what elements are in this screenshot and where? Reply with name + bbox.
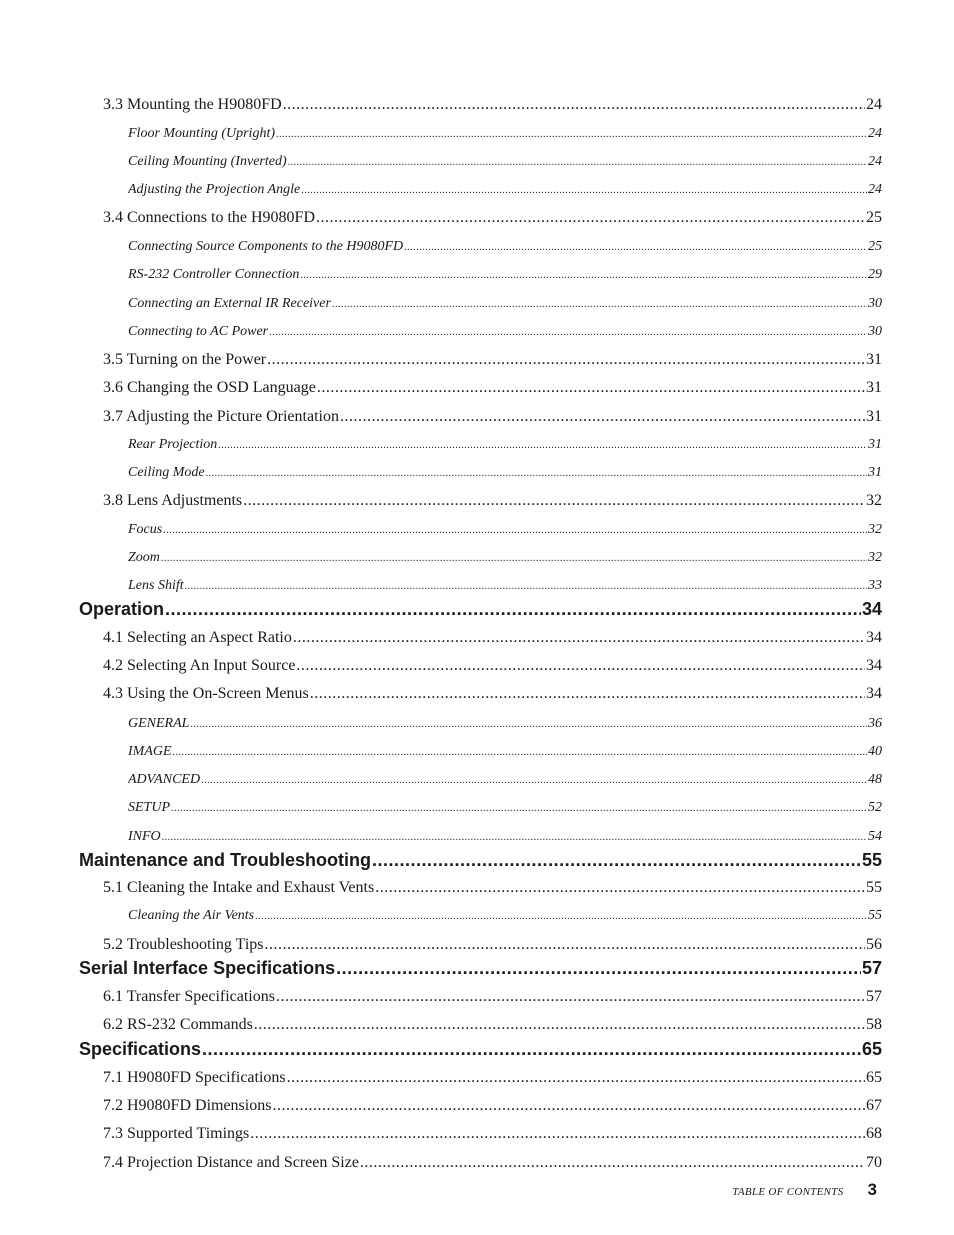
toc-entry-page: 54 (868, 829, 882, 844)
toc-leader (375, 877, 865, 899)
toc-entry-page: 30 (868, 296, 882, 311)
toc-leader (185, 577, 867, 596)
toc-leader (317, 377, 865, 399)
toc-leader (165, 597, 861, 621)
toc-entry-3-5[interactable] (103, 349, 882, 371)
toc-entry-title: Lens Shift (128, 578, 184, 593)
toc-entry-title: Cleaning the Air Vents (128, 908, 255, 923)
toc-entry-title: Adjusting the Projection Angle (128, 182, 301, 197)
toc-entry-title: Floor Mounting (Upright) (128, 126, 275, 141)
toc-leader (340, 406, 865, 428)
toc-entry-page: 31 (866, 379, 882, 396)
toc-entry-page: 36 (868, 716, 882, 731)
toc-leader (310, 683, 865, 705)
toc-leader (162, 828, 867, 847)
toc-entry-page: 31 (866, 351, 882, 368)
toc-entry-page: 32 (868, 550, 882, 565)
toc-entry-ceiling-mode[interactable] (128, 463, 882, 483)
toc-entry-title: 7.3 Supported Timings (103, 1125, 250, 1142)
toc-entry-ceiling-mounting[interactable] (128, 152, 882, 172)
toc-entry-air-vents[interactable] (128, 906, 882, 926)
toc-leader (283, 94, 865, 116)
toc-leader (161, 549, 867, 568)
toc-entry-3-3[interactable] (103, 94, 882, 116)
toc-entry-rs232-controller[interactable] (128, 265, 882, 285)
toc-leader (336, 956, 861, 980)
toc-chapter-title: Specifications (79, 1039, 202, 1059)
toc-entry-6-1[interactable] (103, 986, 882, 1008)
toc-leader (250, 1123, 865, 1145)
toc-entry-title: Connecting an External IR Receiver (128, 296, 331, 311)
toc-entry-title: 3.7 Adjusting the Picture Orientation (103, 408, 339, 425)
toc-entry-page: 24 (868, 126, 882, 141)
toc-entry-ac-power[interactable] (128, 322, 882, 342)
toc-entry-floor-mounting[interactable] (128, 124, 882, 144)
toc-entry-title: 3.6 Changing the OSD Language (103, 379, 316, 396)
toc-leader (300, 266, 867, 285)
toc-entry-page: 31 (868, 465, 882, 480)
toc-entry-title: 5.1 Cleaning the Intake and Exhaust Vents (103, 879, 375, 896)
toc-entry-title: SETUP (128, 800, 170, 815)
toc-entry-7-4[interactable] (103, 1152, 882, 1174)
toc-entry-3-7[interactable] (103, 406, 882, 428)
toc-entry-title: 7.4 Projection Distance and Screen Size (103, 1154, 359, 1171)
toc-entry-general[interactable] (128, 714, 882, 734)
toc-leader (296, 655, 865, 677)
toc-leader (372, 848, 861, 872)
toc-entry-setup[interactable] (128, 798, 882, 818)
toc-entry-rear-projection[interactable] (128, 435, 882, 455)
toc-entry-title: Ceiling Mode (128, 465, 205, 480)
toc-entry-page: 34 (866, 685, 882, 702)
toc-leader (276, 125, 867, 144)
toc-leader (272, 1095, 865, 1117)
toc-entry-page: 55 (866, 879, 882, 896)
toc-chapter-page: 65 (861, 1039, 882, 1059)
toc-entry-4-3[interactable] (103, 683, 882, 705)
toc-leader (190, 715, 867, 734)
toc-entry-title: 6.2 RS-232 Commands (103, 1016, 253, 1033)
toc-entry-connecting-source[interactable] (128, 237, 882, 257)
toc-entry-title: 4.2 Selecting An Input Source (103, 657, 296, 674)
toc-leader (201, 771, 867, 790)
toc-entry-title: 4.3 Using the On-Screen Menus (103, 685, 309, 702)
toc-entry-page: 29 (868, 267, 882, 282)
toc-entry-7-2[interactable] (103, 1095, 882, 1117)
toc-leader (269, 323, 867, 342)
toc-entry-title: 3.8 Lens Adjustments (103, 492, 243, 509)
toc-entry-page: 55 (868, 908, 882, 923)
toc-entry-title: GENERAL (128, 716, 190, 731)
toc-entry-page: 24 (866, 96, 882, 113)
toc-leader (265, 934, 865, 956)
toc-entry-page: 34 (866, 629, 882, 646)
toc-leader (287, 1067, 865, 1089)
toc-chapter-specifications[interactable] (79, 1037, 882, 1061)
toc-leader (173, 743, 867, 762)
toc-entry-page: 40 (868, 744, 882, 759)
toc-leader (163, 521, 867, 540)
toc-entry-page: 24 (868, 182, 882, 197)
toc-entry-lens-shift[interactable] (128, 576, 882, 596)
toc-entry-title: IMAGE (128, 744, 172, 759)
toc-entry-page: 31 (866, 408, 882, 425)
toc-entry-info[interactable] (128, 827, 882, 847)
toc-entry-zoom[interactable] (128, 548, 882, 568)
toc-leader (276, 986, 865, 1008)
toc-entry-title: 6.1 Transfer Specifications (103, 988, 275, 1005)
toc-leader (243, 490, 865, 512)
toc-entry-3-4[interactable] (103, 207, 882, 229)
toc-entry-7-3[interactable] (103, 1123, 882, 1145)
toc-entry-3-6[interactable] (103, 377, 882, 399)
toc-entry-title: Connecting to AC Power (128, 324, 269, 339)
toc-chapter-maintenance[interactable] (79, 848, 882, 872)
toc-entry-3-8[interactable] (103, 490, 882, 512)
toc-entry-ir-receiver[interactable] (128, 294, 882, 314)
toc-entry-4-2[interactable] (103, 655, 882, 677)
toc-entry-page: 57 (866, 988, 882, 1005)
toc-entry-focus[interactable] (128, 520, 882, 540)
toc-entry-title: 3.5 Turning on the Power (103, 351, 267, 368)
toc-entry-title: 3.3 Mounting the H9080FD (103, 96, 282, 113)
toc-leader (202, 1037, 861, 1061)
toc-entry-page: 31 (868, 437, 882, 452)
toc-entry-5-1[interactable] (103, 877, 882, 899)
toc-entry-page: 67 (866, 1097, 882, 1114)
toc-entry-title: 5.2 Troubleshooting Tips (103, 936, 264, 953)
toc-leader (171, 799, 867, 818)
toc-entry-title: ADVANCED (128, 772, 201, 787)
toc-entry-5-2[interactable] (103, 934, 882, 956)
toc-chapter-page: 57 (861, 958, 882, 978)
toc-leader (316, 207, 865, 229)
toc-entry-title: 4.1 Selecting an Aspect Ratio (103, 629, 292, 646)
toc-entry-page: 58 (866, 1016, 882, 1033)
toc-leader (293, 627, 865, 649)
toc-entry-title: 7.2 H9080FD Dimensions (103, 1097, 272, 1114)
toc-leader (288, 153, 867, 172)
toc-entry-7-1[interactable] (103, 1067, 882, 1089)
toc-chapter-title: Operation (79, 599, 165, 619)
toc-entry-page: 65 (866, 1069, 882, 1086)
footer-section-label: TABLE OF CONTENTS (732, 1186, 844, 1198)
toc-entry-title: INFO (128, 829, 161, 844)
toc-entry-page: 25 (866, 209, 882, 226)
toc-entry-page: 25 (868, 239, 882, 254)
toc-chapter-title: Maintenance and Troubleshooting (79, 850, 372, 870)
toc-chapter-page: 34 (861, 599, 882, 619)
toc-leader (301, 181, 867, 200)
toc-entry-page: 34 (866, 657, 882, 674)
toc-leader (218, 436, 867, 455)
toc-entry-4-1[interactable] (103, 627, 882, 649)
toc-leader (360, 1152, 865, 1174)
toc-leader (332, 295, 867, 314)
toc-entry-page: 33 (868, 578, 882, 593)
toc-chapter-operation[interactable] (79, 597, 882, 621)
toc-leader (206, 464, 867, 483)
toc-entry-6-2[interactable] (103, 1014, 882, 1036)
toc-leader (255, 907, 867, 926)
toc-entry-title: Ceiling Mounting (Inverted) (128, 154, 287, 169)
toc-entry-page: 68 (866, 1125, 882, 1142)
toc-entry-title: 7.1 H9080FD Specifications (103, 1069, 286, 1086)
toc-entry-page: 32 (866, 492, 882, 509)
toc-chapter-page: 55 (861, 850, 882, 870)
footer-page-number: 3 (867, 1180, 877, 1199)
toc-entry-image[interactable] (128, 742, 882, 762)
toc-entry-page: 30 (868, 324, 882, 339)
toc-chapter-serial-interface[interactable] (79, 956, 882, 980)
toc-entry-page: 24 (868, 154, 882, 169)
toc-entry-page: 48 (868, 772, 882, 787)
toc-entry-title: Focus (128, 522, 163, 537)
toc-chapter-title: Serial Interface Specifications (79, 958, 336, 978)
page-footer (732, 1180, 877, 1200)
toc-entry-page: 70 (866, 1154, 882, 1171)
toc-entry-title: RS-232 Controller Connection (128, 267, 300, 282)
toc-entry-page: 56 (866, 936, 882, 953)
toc-entry-advanced[interactable] (128, 770, 882, 790)
toc-entry-projection-angle[interactable] (128, 180, 882, 200)
toc-leader (254, 1014, 865, 1036)
toc-entry-page: 52 (868, 800, 882, 815)
toc-entry-title: 3.4 Connections to the H9080FD (103, 209, 315, 226)
toc-entry-title: Connecting Source Components to the H9080FD (128, 239, 404, 254)
toc-leader (404, 238, 867, 257)
toc-entry-title: Zoom (128, 550, 160, 565)
toc-entry-page: 32 (868, 522, 882, 537)
toc-leader (267, 349, 865, 371)
toc-entry-title: Rear Projection (128, 437, 218, 452)
